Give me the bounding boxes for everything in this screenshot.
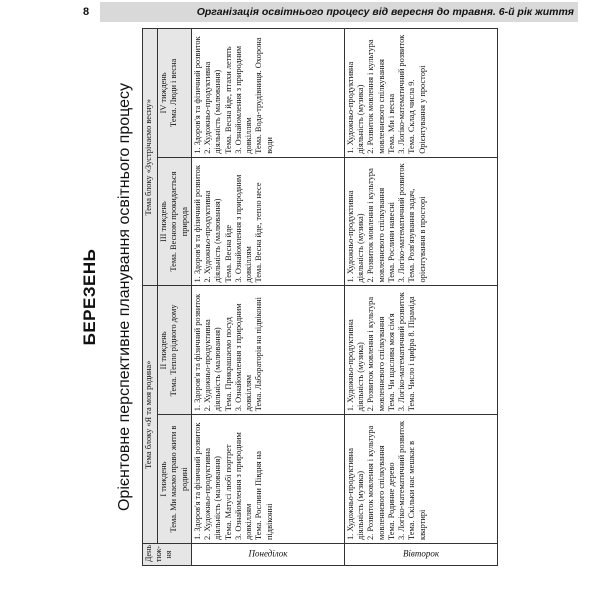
table-row — [191, 29, 344, 566]
month-heading: БЕРЕЗЕНЬ — [80, 248, 99, 346]
week-theme: Тема. Люди і весна — [169, 58, 179, 127]
plan-table — [142, 28, 498, 566]
activity-line: 3. Ознайомлення з природним довкіллям — [233, 45, 253, 154]
activity-line: Тема. Весна йде, тепло несе — [254, 182, 264, 283]
activity-line: Тема. Лабораторія на підвіконні — [254, 297, 264, 412]
activity-line: 1. Художньо-продуктивна діяльність (музика) — [345, 190, 365, 283]
activity-line: 1. Здоров'я та фізичний розвиток — [192, 36, 202, 154]
activity-line: Тема. Весна йде — [223, 224, 233, 283]
activity-line: Тема. Весна йде, птахи летять — [223, 46, 233, 154]
activity-line: 2. Розвиток мовлення і культура мовленнєвого спілкування — [366, 425, 386, 540]
block-header: Тема блоку «Я та моя родина» — [143, 286, 158, 544]
activity-line: 3. Ознайомлення з природним довкіллям — [233, 432, 253, 540]
week-header — [158, 29, 192, 158]
activity-cell — [344, 29, 497, 158]
activity-cell — [191, 157, 344, 286]
week-header — [158, 157, 192, 286]
activity-cell — [344, 157, 497, 286]
activity-line: 2. Художньо-продуктивна діяльність (малювання) — [203, 61, 223, 154]
activity-line: Тема. Склад числа 9. Орієнтування у просторі — [407, 65, 427, 154]
activity-line: Тема. Прикрашаємо посуд — [223, 317, 233, 412]
running-title: Організація освітнього процесу від вересня до травня. 6-й рік життя — [196, 6, 574, 18]
activity-line: 3. Логіко-математичний розвиток — [397, 420, 406, 540]
block-header: Тема блоку «Зустрічаємо весну» — [143, 29, 158, 287]
activity-line: 1. Здоров'я та фізичний розвиток — [192, 165, 202, 283]
activity-line: Тема. Ми і весна — [386, 93, 396, 154]
day-label: Вівторок — [402, 549, 439, 560]
activity-line: Тема. Рослини Півдня на підвіконні — [254, 451, 274, 540]
activity-line: Тема. Родинне дерево — [386, 462, 396, 540]
activity-line: 3. Ознайомлення з природним довкіллям — [233, 174, 253, 283]
activity-line: 1. Художньо-продуктивна діяльність (музика) — [345, 61, 365, 154]
week-header — [158, 286, 192, 415]
activity-line: 2. Розвиток мовлення і культура мовленнєвого спілкування — [366, 296, 386, 412]
week-label: IV тиждень — [159, 72, 168, 114]
activity-line: 2. Художньо-продуктивна діяльність (малювання) — [203, 448, 223, 540]
day-cell — [191, 544, 344, 566]
activity-line: 1. Художньо-продуктивна діяльність (музика) — [345, 448, 365, 540]
week-label: II тиждень — [159, 331, 168, 370]
table-row — [344, 29, 497, 566]
activity-line: Тема. Скільки нас мешкає в квартирі — [407, 440, 427, 540]
running-header — [72, 2, 578, 22]
activity-line: 1. Здоров'я та фізичний розвиток — [192, 293, 202, 412]
activity-line: Тема. Число і цифра 8. Піраміда — [407, 296, 417, 412]
activity-line: 2. Розвиток мовлення і культура мовленнєвого спілкування — [366, 39, 386, 154]
day-cell — [344, 544, 497, 566]
week-theme: Тема. Ми маємо право жити в родині — [169, 425, 189, 533]
activity-line: 3. Логіко-математичний розвиток — [397, 292, 406, 412]
week-theme: Тема. Весною прокидається природа — [169, 171, 189, 272]
week-label: I тиждень — [159, 461, 168, 497]
day-label: Понеділок — [248, 549, 288, 560]
week-header — [158, 415, 192, 544]
activity-line: Тема. Рослини навесні — [386, 202, 396, 283]
activity-line: Тема. Розв'язування задач, орієнтування в просторі — [407, 188, 427, 283]
week-label: III тиждень — [159, 201, 168, 242]
page-number: 8 — [72, 2, 100, 22]
activity-line: 3. Логіко-математичний розвиток — [397, 34, 406, 154]
activity-line: Тема. Матусі любі портрет — [223, 444, 233, 540]
week-theme: Тема. Тепло рідного дому — [169, 304, 179, 397]
activity-line: 2. Художньо-продуктивна діяльність (малювання) — [203, 319, 223, 412]
activity-line: 3. Логіко-математичний розвиток — [397, 163, 406, 283]
activity-cell — [191, 286, 344, 415]
activity-cell — [344, 286, 497, 415]
activity-line: 2. Розвиток мовлення і культура мовленнєвого спілкування — [366, 168, 386, 283]
activity-line: 1. Здоров'я та фізичний розвиток — [192, 422, 202, 540]
plan-title: Орієнтовне перспективне планування освітнього процесу — [116, 82, 133, 512]
activity-line: 3. Ознайомлення з природним довкіллям — [233, 303, 253, 412]
block-header-row — [143, 29, 158, 566]
week-header-row — [158, 29, 192, 566]
activity-cell — [191, 29, 344, 158]
activity-line: 2. Художньо-продуктивна діяльність (малювання) — [203, 190, 223, 283]
activity-cell — [344, 415, 497, 544]
activity-cell — [191, 415, 344, 544]
activity-line: 1. Художньо-продуктивна діяльність (музика) — [345, 319, 365, 412]
activity-line: Тема. Чи щаслива моя сім'я — [386, 313, 396, 412]
activity-line: Тема. Вода-трудівниця. Охорона води — [254, 37, 274, 154]
day-column-header: День тиж-ня — [143, 544, 192, 566]
rotated-content — [70, 28, 510, 566]
